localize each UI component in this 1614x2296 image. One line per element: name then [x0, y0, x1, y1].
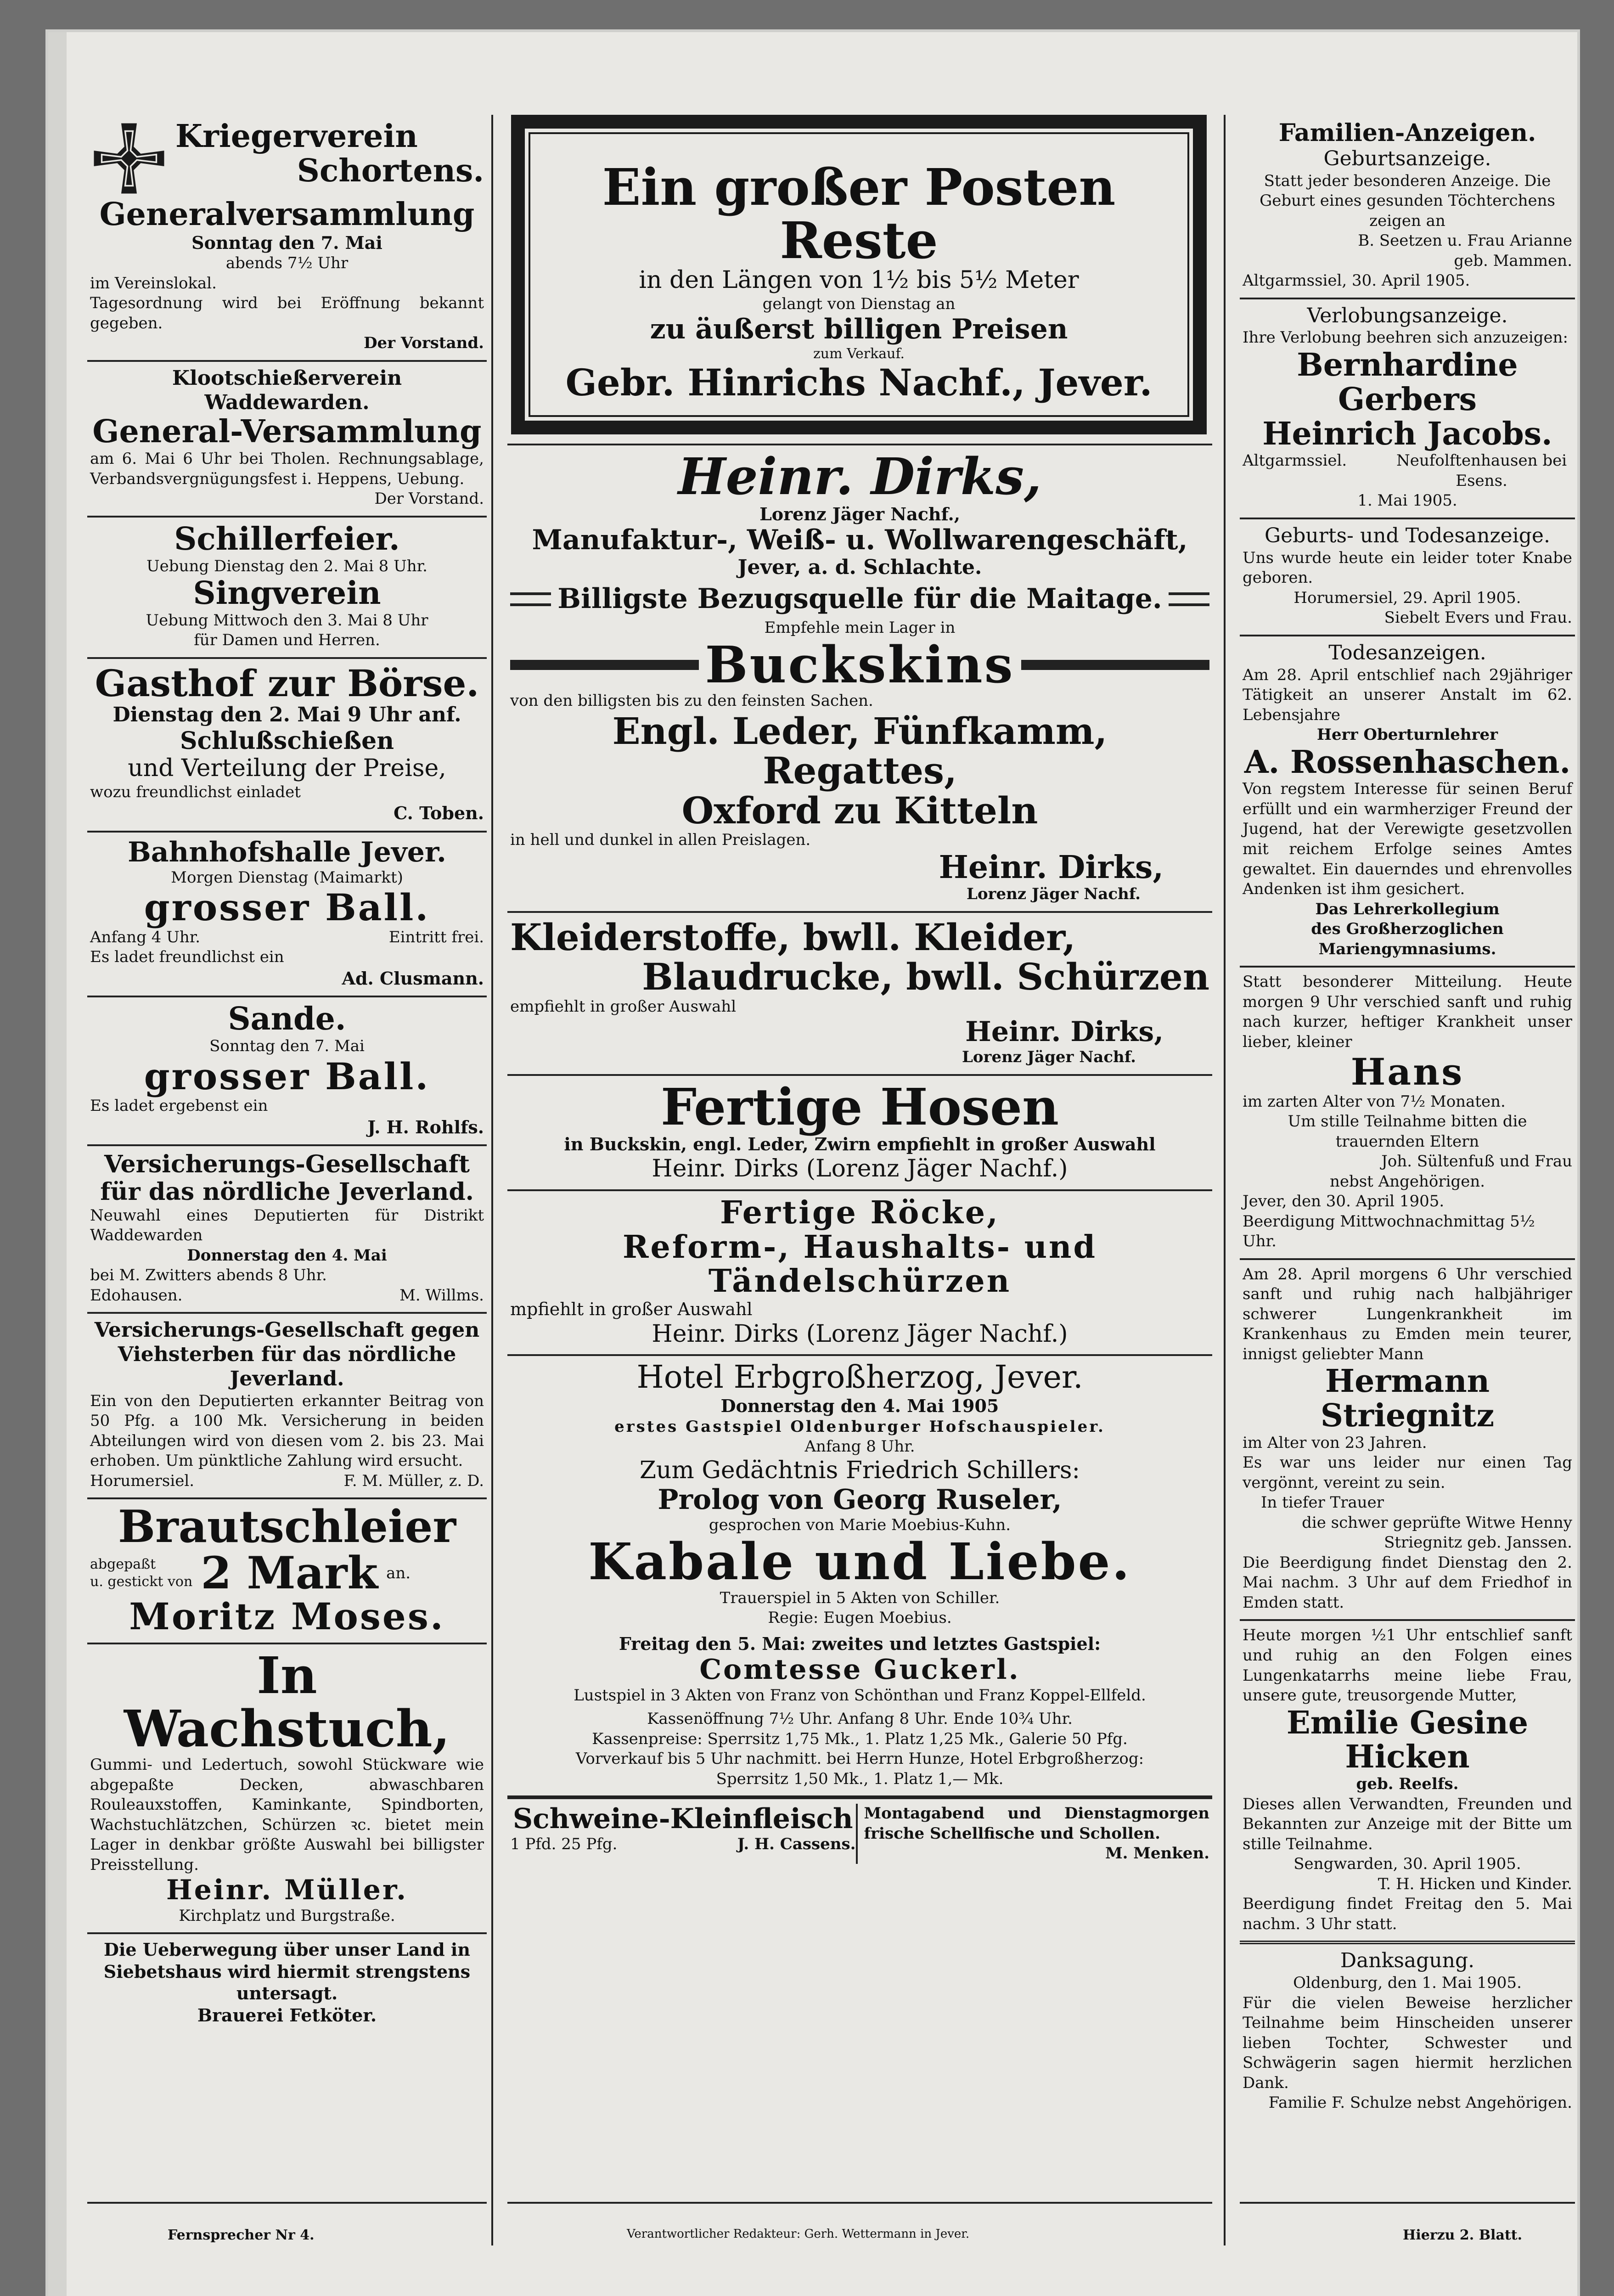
ad-text: Regie: Eugen Moebius.: [768, 1609, 952, 1627]
ad-title: Klootschießerverein Waddewarden.: [172, 366, 402, 414]
ad-text: Lorenz Jäger Nachf.,: [759, 503, 960, 524]
ad-text: Am 28. April entschlief nach 29jähriger Tätigkeit an unserer Anstalt im 62. Lebensjahre: [1243, 665, 1572, 724]
ad-text: Für die vielen Beweise herzlicher Teilnahme beim Hinscheiden unserer lieben Tochter, Schwester und Schwägerin sagen hiermit herzlichen Dank.: [1243, 1993, 1572, 2092]
ad-text: Trauerspiel in 5 Akten von Schiller.: [720, 1588, 1000, 1607]
ad-name: A. Rossenhaschen.: [1244, 743, 1571, 781]
ad-heading: Buckskins: [705, 635, 1015, 694]
ad-signature: M. Willms.: [399, 1286, 484, 1305]
ad-heading: Manufaktur-, Weiß- u. Wollwarengeschäft,: [532, 524, 1188, 557]
ad-title: Brautschleier: [118, 1501, 456, 1553]
ad-signature: Moritz Moses.: [129, 1594, 445, 1638]
ad-heading: Fertige Röcke,: [720, 1194, 1000, 1231]
ad-date: Donnerstag den 4. Mai: [187, 1246, 387, 1265]
ad-reste: [507, 115, 1212, 445]
ad-signature: Siebelt Evers und Frau.: [1384, 608, 1572, 627]
ad-text: Eintritt frei.: [388, 928, 484, 946]
ad-text: gelangt von Dienstag an: [762, 294, 956, 313]
ad-signature: M. Menken.: [1105, 1844, 1209, 1863]
ad-signature: Brauerei Fetköter.: [197, 2004, 377, 2026]
footer-rule: [1240, 2202, 1575, 2204]
ad-dirks-kleider: [507, 913, 1212, 1076]
ad-geburtsanzeige: [1240, 115, 1575, 299]
ad-signature: die schwer geprüfte Witwe Henny Striegnitz geb. Janssen.: [1302, 1513, 1572, 1552]
ad-title: Fertige Hosen: [660, 1077, 1059, 1137]
ad-text: in Buckskin, engl. Leder, Zwirn empfiehlt in großer Auswahl: [564, 1134, 1156, 1155]
ad-text: in den Längen von 1½ bis 5½ Meter: [639, 266, 1079, 294]
ad-text: Um stille Teilnahme bitten die trauernden Eltern: [1288, 1112, 1527, 1151]
ad-text: Beerdigung findet Freitag den 5. Mai nachm. 3 Uhr statt.: [1243, 1895, 1572, 1933]
ad-title: Versicherungs-Gesellschaft gegen: [94, 1318, 480, 1342]
ad-location: Horumersiel, 29. April 1905.: [1293, 588, 1521, 607]
ad-heading: grosser Ball.: [144, 1054, 430, 1098]
ad-signature: J. H. Rohlfs.: [367, 1116, 484, 1137]
ad-title: Geburts- und Todesanzeige.: [1265, 523, 1550, 547]
ad-heading: Zum Gedächtnis Friedrich Schillers:: [639, 1456, 1080, 1484]
ad-danksagung: [1240, 1944, 1575, 2119]
ad-signature: Joh. Sültenfuß und Frau: [1381, 1152, 1572, 1171]
ad-title: In Wachstuch,: [124, 1646, 450, 1758]
ad-text: Gummi- und Ledertuch, sowohl Stückware wie abgepaßte Decken, abwaschbaren Rouleauxstoffen, Kaminkante, Spindborten, Wachstuchlätzchen, Schürzen ꝛc. bietet mein Lager in denkbar größte Auswahl bei billigster Preisstellung.: [90, 1756, 484, 1874]
ad-signature: Heinr. Dirks (Lorenz Jäger Nachf.): [652, 1320, 1068, 1348]
ad-heading: Kleiderstoffe, bwll. Kleider,: [510, 915, 1076, 959]
kriegerverein-title: Kriegerverein: [175, 118, 418, 155]
ad-text: Die Ueberwegung über unser Land in Siebetshaus wird hiermit strengstens untersagt.: [103, 1939, 471, 2004]
column-right: [1240, 115, 1575, 2120]
ad-text: erstes Gastspiel Oldenburger Hofschauspieler.: [614, 1417, 1105, 1436]
ad-signature: Gebr. Hinrichs Nachf., Jever.: [565, 360, 1153, 404]
ad-location: Horumersiel.: [90, 1471, 195, 1490]
ad-signature: Heinr. Dirks,: [965, 1016, 1164, 1048]
ad-signature: F. M. Müller, z. D.: [343, 1471, 484, 1490]
ad-text: abgepaßt: [90, 1556, 156, 1573]
ad-title: Todesanzeigen.: [1328, 641, 1486, 664]
ad-text: am 6. Mai 6 Uhr bei Tholen. Rechnungsablage, Verbandsvergnügungsfest i. Heppens, Uebung.: [90, 450, 484, 488]
ad-location: Sengwarden, 30. April 1905.: [1293, 1855, 1521, 1874]
ad-text: zum Verkauf.: [813, 345, 905, 362]
ad-text: In tiefer Trauer: [1261, 1493, 1384, 1512]
ad-heading: Comtesse Guckerl.: [699, 1654, 1020, 1686]
ad-title: Kabale und Liebe.: [588, 1532, 1131, 1592]
ad-location: Altgarmssiel.: [1243, 451, 1347, 470]
ad-location: Jever, a. d. Schlachte.: [737, 556, 982, 580]
ad-date: Sonntag den 7. Mai: [209, 1037, 365, 1056]
footer-note: Hierzu 2. Blatt.: [1403, 2227, 1523, 2243]
ad-name: Heinrich Jacobs.: [1262, 415, 1552, 452]
ad-title: Schweine-Kleinfleisch: [512, 1803, 853, 1835]
ad-signature: C. Toben.: [394, 803, 484, 824]
kriegerverein-place: Schortens.: [297, 152, 484, 189]
ad-date: Sonntag den 7. Mai: [191, 232, 382, 253]
ad-signature: T. H. Hicken und Kinder.: [1378, 1874, 1572, 1893]
ad-heading: General-Versammlung: [92, 413, 482, 450]
generalversammlung-heading: Generalversammlung: [99, 196, 475, 233]
ad-title: Versicherungs-Gesellschaft: [104, 1150, 470, 1179]
ad-heading: Oxford zu Kitteln: [681, 788, 1038, 832]
footer-editor: Verantwortlicher Redakteur: Gerh. Wettermann in Jever.: [627, 2227, 970, 2241]
ad-text: Freitag den 5. Mai: zweites und letztes Gastspiel:: [619, 1633, 1101, 1654]
ad-signature: des Großherzoglichen Mariengymnasiums.: [1311, 920, 1504, 958]
ad-text: Vorverkauf bis 5 Uhr nachmitt. bei Herrn Hunze, Hotel Erbgroßherzog:: [575, 1750, 1144, 1768]
ad-versicherung-viehsterben: [87, 1314, 487, 1499]
ad-date: Donnerstag den 4. Mai 1905: [720, 1396, 999, 1417]
column-rule: [491, 115, 493, 2245]
ad-title: Sande.: [228, 1001, 346, 1038]
ad-text: Ein von den Deputierten erkannter Beitrag von 50 Pfg. a 100 Mk. Versicherung in beiden Abteilungen wird von diesen vom 2. bis 23. Mai erhoben. Um pünktliche Zahlung wird ersucht.: [90, 1391, 484, 1470]
ad-text: Es ladet freundlichst ein: [90, 948, 284, 967]
ad-name: Hans: [1350, 1050, 1464, 1094]
ad-text: Es war uns leider nur einen Tag vergönnt, vereint zu sein.: [1243, 1453, 1572, 1492]
ad-signature: Heinr. Müller.: [166, 1874, 408, 1907]
ad-signature: J. H. Cassens.: [737, 1835, 856, 1854]
ad-text: in hell und dunkel in allen Preislagen.: [510, 831, 811, 850]
ad-title: Singverein: [193, 575, 381, 612]
ad-dirks-buckskins: [507, 445, 1212, 913]
ad-signature: B. Seetzen u. Frau Arianne: [1358, 231, 1572, 250]
ad-title: Danksagung.: [1340, 1949, 1475, 1973]
ad-signature: Der Vorstand.: [364, 334, 484, 353]
ad-text: Beerdigung Mittwochnachmittag 5½ Uhr.: [1243, 1212, 1535, 1251]
ad-text: Lustspiel in 3 Akten von Franz von Schönthan und Franz Koppel-Ellfeld.: [574, 1686, 1146, 1705]
ad-text: Sperrsitz 1,50 Mk., 1. Platz 1,— Mk.: [716, 1769, 1004, 1788]
ad-schillerfeier: [87, 518, 487, 659]
ad-schweinefleisch: [510, 1804, 856, 1864]
ad-versicherung-jeverland: [87, 1146, 487, 1314]
ad-title: Heinr. Dirks,: [678, 447, 1042, 506]
ad-text: Die Beerdigung findet Dienstag den 2. Mai nachm. 3 Uhr auf dem Friedhof in Emden statt.: [1243, 1553, 1572, 1612]
ad-text: gesprochen von Marie Moebius-Kuhn.: [709, 1515, 1011, 1534]
column-rule: [1224, 115, 1226, 2245]
ad-geburts-todesanzeige: [1240, 519, 1575, 636]
ad-heading: Engl. Leder, Fünfkamm, Regattes,: [612, 709, 1108, 793]
ad-name: Emilie Gesine Hicken: [1286, 1704, 1529, 1776]
ad-text: Ihre Verlobung beehren sich anzuzeigen:: [1243, 328, 1568, 347]
ad-title: Hotel Erbgroßherzog, Jever.: [636, 1359, 1083, 1396]
ad-text: Statt besonderer Mitteilung. Heute morgen 9 Uhr verschied sanft und ruhig nach kurzer, heftiger Krankheit unser lieber, kleiner: [1243, 973, 1572, 1051]
ad-location: Edohausen.: [90, 1286, 183, 1305]
ad-heading: zu äußerst billigen Preisen: [650, 313, 1068, 346]
decorative-rule: [1021, 660, 1210, 670]
ad-text: Neuwahl eines Deputierten für Distrikt Waddewarden: [90, 1206, 484, 1245]
ad-hotel-erbgrossherzog: [507, 1356, 1212, 1797]
ad-price: 1 Pfd. 25 Pfg.: [510, 1835, 618, 1854]
ad-heading: Reform-, Haushalts- und: [622, 1228, 1097, 1266]
ad-title: Bahnhofshalle Jever.: [128, 836, 446, 868]
ad-heading: Schlußschießen: [180, 727, 394, 755]
decorative-rule: [510, 592, 551, 606]
column-left: [87, 115, 487, 2032]
ad-location: Jever, den 30. April 1905.: [1243, 1192, 1445, 1211]
ad-todesanzeige-rossenhaschen: [1240, 636, 1575, 968]
ad-text: Empfehle mein Lager in: [764, 619, 956, 637]
ad-location: Kirchplatz und Burgstraße.: [179, 1906, 395, 1925]
ad-text: Dieses allen Verwandten, Freunden und Bekannten zur Anzeige mit der Bitte um stille Teilnahme.: [1243, 1795, 1572, 1853]
ad-todesanzeige-hicken: [1240, 1621, 1575, 1944]
ad-date: 1. Mai 1905.: [1357, 491, 1457, 510]
decorative-rule: [1169, 592, 1209, 606]
ad-date: Dienstag den 2. Mai 9 Uhr anf.: [112, 703, 461, 727]
ad-text: für Damen und Herren.: [194, 631, 380, 650]
ad-title: Viehsterben für das nördliche Jeverland.: [118, 1343, 456, 1390]
ad-time: abends 7½ Uhr: [225, 254, 349, 273]
iron-cross-icon: [90, 119, 168, 197]
ad-wachstuch: [87, 1644, 487, 1934]
ad-text: Herr Oberturnlehrer: [1316, 726, 1498, 744]
ad-signature: Ad. Clusmann.: [342, 968, 484, 989]
ad-heading: Prolog von Georg Ruseler,: [658, 1483, 1062, 1516]
ad-title: Gasthof zur Börse.: [95, 661, 479, 705]
ad-title: für das nördliche Jeverland.: [100, 1177, 474, 1206]
ad-signature: Lorenz Jäger Nachf.: [962, 1048, 1136, 1067]
ad-text: von den billigsten bis zu den feinsten Sachen.: [510, 692, 873, 710]
section-header: Familien-Anzeigen.: [1278, 119, 1536, 147]
ad-heading: Blaudrucke, bwll. Schürzen: [642, 955, 1209, 999]
ad-todesanzeige-hans: [1240, 968, 1575, 1260]
ad-title: Schillerfeier.: [174, 520, 400, 557]
ad-text: Anfang 4 Uhr.: [90, 928, 201, 946]
column-middle: [507, 115, 1212, 1870]
ad-text: u. gestickt von: [90, 1574, 193, 1590]
ad-text: mpfiehlt in großer Auswahl: [510, 1299, 753, 1320]
ad-text: empfiehlt in großer Auswahl: [510, 997, 737, 1016]
ad-heading: grosser Ball.: [144, 886, 430, 929]
ad-text: Anfang 8 Uhr.: [804, 1437, 915, 1456]
ad-title: Verlobungsanzeige.: [1307, 304, 1508, 327]
ad-dirks-hosen: [507, 1076, 1212, 1191]
ad-signature: Das Lehrerkollegium: [1315, 900, 1500, 918]
ad-kriegerverein: [87, 115, 487, 362]
ad-signature: Lorenz Jäger Nachf.: [966, 885, 1141, 904]
ad-brautschleier: [87, 1499, 487, 1644]
ad-text: Uebung Mittwoch den 3. Mai 8 Uhr: [146, 611, 428, 630]
ad-heading: Tändelschürzen: [708, 1263, 1012, 1300]
ad-text: Tagesordnung wird bei Eröffnung bekannt gegeben.: [90, 294, 484, 332]
ad-location: Oldenburg, den 1. Mai 1905.: [1293, 1974, 1522, 1992]
ad-price: 2 Mark: [201, 1547, 378, 1599]
ad-text: Montagabend und Dienstagmorgen frische Schellfische und Schollen.: [864, 1804, 1209, 1843]
ad-menken: [856, 1804, 1210, 1864]
ad-signature: geb. Mammen.: [1454, 251, 1572, 270]
reste-frame: [511, 115, 1207, 434]
newspaper-page: [48, 32, 1577, 2296]
ad-text: Uns wurde heute ein leider toter Knabe geboren.: [1243, 548, 1572, 587]
ad-gasthof-boerse: [87, 659, 487, 833]
ad-text: im Vereinslokal.: [90, 274, 217, 293]
ad-text: Von regstem Interesse für seinen Beruf erfüllt und ein warmherziger Freund der Jugend, hat der Verewigte gesetzvollen mit reichem Erfolge seines Amtes gewaltet. Ein dauerndes und ehrenvolles Andenken ist ihm gesichert.: [1243, 780, 1572, 899]
ad-location: Altgarmssiel, 30. April 1905.: [1243, 271, 1470, 290]
ad-text: bei M. Zwitters abends 8 Uhr.: [90, 1266, 327, 1285]
ad-text: im Alter von 23 Jahren.: [1243, 1433, 1427, 1452]
ad-text: geb. Reelfs.: [1356, 1775, 1459, 1794]
ad-title: Geburtsanzeige.: [1323, 146, 1491, 170]
ad-text: Am 28. April morgens 6 Uhr verschied sanft und ruhig nach halbjähriger schwerer Lungenkrankheit im Krankenhaus zu Emden mein teurer, innigst geliebter Mann: [1243, 1265, 1572, 1363]
ad-signature: Heinr. Dirks (Lorenz Jäger Nachf.): [652, 1154, 1068, 1182]
ad-text: Kassenöffnung 7½ Uhr. Anfang 8 Uhr. Ende 10¾ Uhr.: [647, 1710, 1073, 1728]
ad-text: wozu freundlichst einladet: [90, 782, 301, 801]
decorative-rule: [510, 660, 699, 670]
footer-rule: [507, 2202, 1212, 2204]
ad-signature: nebst Angehörigen.: [1329, 1172, 1485, 1191]
ad-text: Statt jeder besonderen Anzeige. Die Geburt eines gesunden Töchterchens zeigen an: [1260, 171, 1555, 230]
ad-signature: Der Vorstand.: [374, 490, 484, 508]
ad-text: Heute morgen ½1 Uhr entschlief sanft und ruhig an den Folgen eines Lungenkatarrhs meine liebe Frau, unsere gute, treusorgende Mutter,: [1243, 1626, 1572, 1705]
footer-rule: [87, 2202, 487, 2204]
ad-text: im zarten Alter von 7½ Monaten.: [1243, 1092, 1506, 1111]
ad-todesanzeige-striegnitz: [1240, 1260, 1575, 1621]
ad-banner: Billigste Bezugsquelle für die Maitage.: [557, 583, 1162, 615]
ad-bahnhofshalle: [87, 833, 487, 998]
ad-signature: Familie F. Schulze nebst Angehörigen.: [1268, 2093, 1572, 2112]
ad-text: Kassenpreise: Sperrsitz 1,75 Mk., 1. Platz 1,25 Mk., Galerie 50 Pfg.: [592, 1729, 1128, 1748]
ad-text: Morgen Dienstag (Maimarkt): [171, 868, 403, 887]
ad-name: Hermann Striegnitz: [1320, 1363, 1495, 1435]
ad-text: Es ladet ergebenst ein: [90, 1097, 268, 1115]
ad-heading: und Verteilung der Preise,: [128, 754, 446, 782]
ad-dirks-roecke: [507, 1191, 1212, 1356]
ad-split-row: [507, 1797, 1212, 1870]
ad-title: Ein großer Posten Reste: [602, 158, 1116, 270]
ad-klootschiesserverein: [87, 362, 487, 518]
ad-verlobung: [1240, 299, 1575, 519]
ad-name: Bernhardine Gerbers: [1297, 347, 1518, 418]
ad-text: Uebung Dienstag den 2. Mai 8 Uhr.: [146, 557, 427, 575]
ad-brauerei: [87, 1934, 487, 2032]
ad-text: an.: [386, 1564, 411, 1582]
ad-signature: Heinr. Dirks,: [939, 849, 1164, 886]
ad-location: Neufolftenhausen bei Esens.: [1396, 451, 1567, 490]
ad-sande: [87, 997, 487, 1146]
footer-phone: Fernsprecher Nr 4.: [168, 2227, 315, 2243]
